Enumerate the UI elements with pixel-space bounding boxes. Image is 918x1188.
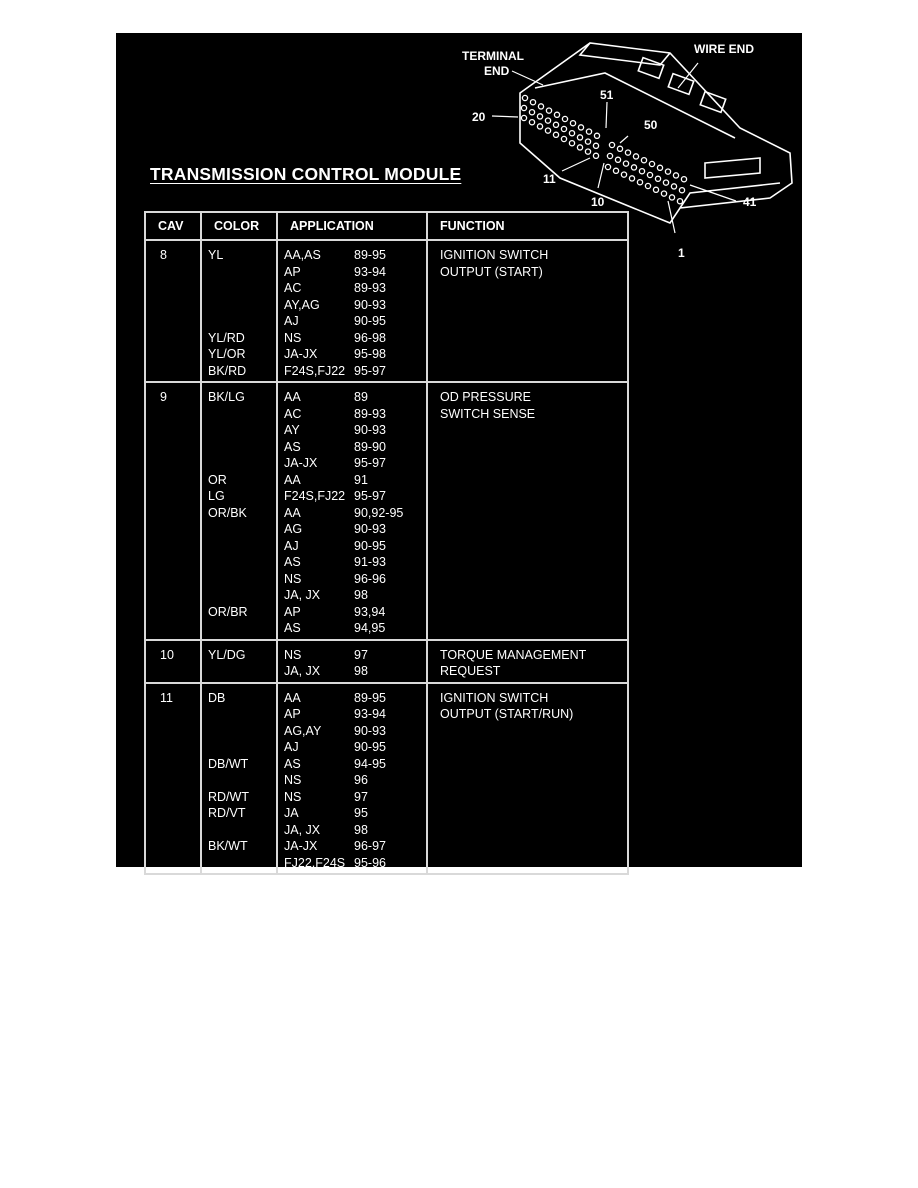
application-line: [284, 521, 426, 538]
application-line: [284, 280, 426, 297]
pin-hole: [623, 161, 628, 166]
application-model: AY,AG: [284, 297, 320, 312]
color-cell: [201, 382, 277, 640]
application-line: [284, 330, 426, 347]
wire-color: [208, 455, 276, 472]
application-years: 95-97: [354, 363, 386, 378]
wire-color: [208, 554, 276, 571]
pin-hole: [522, 95, 527, 100]
wire-color: [208, 571, 276, 588]
application-years: 90-95: [354, 314, 386, 328]
application-years: 91-93: [354, 555, 386, 569]
function-text: TORQUE MANAGEMENT: [440, 647, 587, 662]
application-model: AA: [284, 505, 301, 520]
application-years: 91: [354, 472, 368, 487]
application-line: [284, 838, 426, 855]
pin-hole: [669, 195, 674, 200]
application-model: AJ: [284, 740, 299, 754]
application-model: AG: [284, 522, 303, 536]
application-line: [284, 604, 426, 621]
application-model: FJ22,F24S: [284, 855, 346, 870]
pin-hole: [661, 191, 666, 196]
function-cell: [427, 640, 628, 683]
pin-hole: [529, 110, 534, 115]
application-years: 90-93: [354, 297, 386, 312]
application-line: [284, 690, 426, 707]
cav-cell: [145, 240, 201, 382]
application-line: [284, 313, 426, 330]
pin-hole: [639, 169, 644, 174]
application-model: JA-JX: [284, 456, 318, 470]
wire-color: YL/RD: [208, 330, 245, 345]
pin-hole: [641, 158, 646, 163]
application-line: [284, 739, 426, 756]
application-model: AC: [284, 406, 302, 421]
application-years: 89-90: [354, 439, 386, 454]
application-years: 90-93: [354, 522, 386, 536]
pin-hole: [561, 126, 566, 131]
application-line: [284, 805, 426, 822]
pin-hole: [545, 118, 550, 123]
pin-hole: [617, 146, 622, 151]
pin-hole: [605, 164, 610, 169]
wire-color: [208, 280, 276, 297]
pin-hole: [537, 114, 542, 119]
wire-color: [208, 723, 276, 740]
application-years: 98: [354, 822, 368, 837]
application-years: 94-95: [354, 756, 386, 771]
pin-hole: [633, 154, 638, 159]
cav-cell: [145, 382, 201, 640]
pin-hole: [607, 153, 612, 158]
wire-end-label: WIRE END: [694, 42, 754, 56]
pin-hole: [545, 128, 550, 133]
color-cell: [201, 240, 277, 382]
wire-color: [208, 587, 276, 604]
cav-cell: [145, 640, 201, 683]
application-model: F24S,FJ22: [284, 489, 346, 503]
application-years: 96-97: [354, 839, 386, 853]
application-model: NS: [284, 330, 302, 345]
pin-hole: [655, 176, 660, 181]
pin-hole: [673, 173, 678, 178]
application-model: JA: [284, 806, 299, 820]
application-line: [284, 455, 426, 472]
application-line: [284, 346, 426, 363]
pin-hole: [677, 199, 682, 204]
application-line: [284, 439, 426, 456]
pin-hole: [578, 125, 583, 130]
wire-color: [208, 855, 276, 872]
wire-color: [208, 439, 276, 456]
application-line: [284, 247, 426, 264]
table-body: [145, 240, 628, 874]
wire-color: [208, 822, 276, 839]
pin-hole: [663, 180, 668, 185]
application-years: 95-97: [354, 489, 386, 503]
application-model: JA-JX: [284, 347, 318, 361]
application-model: AG,AY: [284, 723, 322, 738]
cav-number: 10: [160, 647, 174, 662]
wire-color: RD/VT: [208, 806, 246, 820]
header-application: APPLICATION: [277, 212, 427, 240]
application-model: NS: [284, 789, 302, 804]
application-cell: [277, 640, 427, 683]
application-line: [284, 647, 426, 664]
application-years: 90-93: [354, 723, 386, 738]
function-cell: [427, 240, 628, 382]
application-model: AS: [284, 621, 301, 635]
application-model: JA, JX: [284, 822, 321, 837]
wire-color: [208, 521, 276, 538]
application-years: 89-93: [354, 406, 386, 421]
application-model: AP: [284, 707, 301, 721]
color-cell: [201, 640, 277, 683]
wire-color: YL: [208, 248, 224, 262]
application-model: AS: [284, 439, 301, 454]
pin-hole: [594, 133, 599, 138]
application-years: 94,95: [354, 621, 386, 635]
table-header-row: [145, 212, 628, 240]
pin-hole: [577, 135, 582, 140]
wire-color: DB: [208, 690, 226, 705]
pin-hole: [546, 108, 551, 113]
application-line: [284, 756, 426, 773]
wire-color: YL/OR: [208, 347, 246, 361]
application-line: [284, 772, 426, 789]
application-years: 98: [354, 588, 368, 602]
pin-hole: [615, 157, 620, 162]
application-years: 89-95: [354, 690, 386, 705]
application-model: AA: [284, 390, 301, 404]
application-line: [284, 706, 426, 723]
table-row: [145, 382, 628, 640]
wire-color: [208, 264, 276, 281]
header-color: COLOR: [201, 212, 277, 240]
function-text: IGNITION SWITCH: [440, 690, 549, 705]
application-years: 97: [354, 647, 368, 662]
pin-label-50: 50: [644, 118, 658, 132]
application-model: AP: [284, 604, 301, 619]
wire-color: OR: [208, 472, 227, 487]
pin-label-10: 10: [591, 195, 605, 209]
pin-hole: [665, 169, 670, 174]
pin-hole: [553, 132, 558, 137]
application-model: NS: [284, 647, 302, 662]
application-line: [284, 620, 426, 637]
connector-pins: [521, 95, 686, 203]
pin-hole: [586, 129, 591, 134]
wire-color: RD/WT: [208, 789, 249, 804]
pin-hole: [671, 184, 676, 189]
pin-hole: [649, 161, 654, 166]
application-model: NS: [284, 571, 302, 586]
pin-hole: [569, 141, 574, 146]
application-years: 90-95: [354, 740, 386, 754]
application-model: JA-JX: [284, 839, 318, 853]
application-line: [284, 538, 426, 555]
application-line: [284, 264, 426, 281]
application-years: 96-96: [354, 571, 386, 586]
application-years: 95-96: [354, 855, 386, 870]
application-years: 96-98: [354, 330, 386, 345]
pin-hole: [585, 139, 590, 144]
pin-hole: [537, 124, 542, 129]
cav-number: 11: [160, 690, 173, 705]
application-line: [284, 406, 426, 423]
pin-hole: [613, 168, 618, 173]
wire-color: [208, 422, 276, 439]
application-years: 98: [354, 664, 368, 678]
application-model: JA, JX: [284, 664, 321, 678]
function-text: SWITCH SENSE: [440, 406, 536, 421]
wire-color: LG: [208, 489, 225, 503]
application-model: JA, JX: [284, 588, 321, 602]
terminal-end-label-line1: TERMINAL: [462, 49, 524, 63]
application-years: 89-93: [354, 281, 386, 295]
application-model: AA,AS: [284, 248, 321, 262]
pin-hole: [554, 112, 559, 117]
function-cell: [427, 382, 628, 640]
application-line: [284, 297, 426, 314]
header-function: FUNCTION: [427, 212, 628, 240]
pin-hole: [647, 172, 652, 177]
pin-hole: [629, 176, 634, 181]
wire-color: [208, 663, 276, 680]
application-model: F24S,FJ22: [284, 363, 346, 378]
application-years: 90-95: [354, 538, 386, 553]
application-years: 93-94: [354, 264, 386, 279]
application-line: [284, 472, 426, 489]
application-line: [284, 571, 426, 588]
application-line: [284, 587, 426, 604]
pin-label-51: 51: [600, 88, 614, 102]
terminal-end-label-line2: END: [484, 64, 510, 78]
pin-hole: [521, 105, 526, 110]
wire-color: YL/DG: [208, 647, 246, 662]
wire-color: [208, 313, 276, 330]
application-model: AJ: [284, 314, 299, 328]
pin-hole: [625, 150, 630, 155]
wire-color: [208, 739, 276, 756]
application-cell: [277, 382, 427, 640]
pin-hole: [538, 104, 543, 109]
table-row: [145, 240, 628, 382]
pin-hole: [637, 180, 642, 185]
pin-hole: [530, 100, 535, 105]
wire-color: OR/BR: [208, 604, 248, 619]
application-line: [284, 855, 426, 872]
wire-color: [208, 772, 276, 789]
wire-color: BK/RD: [208, 363, 247, 378]
application-line: [284, 723, 426, 740]
function-cell: [427, 683, 628, 875]
function-text: IGNITION SWITCH: [440, 248, 549, 262]
application-years: 95-97: [354, 456, 386, 470]
function-text: OD PRESSURE: [440, 390, 531, 404]
pin-label-1: 1: [678, 246, 685, 260]
function-text: OUTPUT (START): [440, 264, 543, 279]
wire-color: [208, 297, 276, 314]
application-years: 97: [354, 789, 368, 804]
application-line: [284, 488, 426, 505]
pin-label-20: 20: [472, 110, 486, 124]
application-line: [284, 663, 426, 680]
application-years: 93-94: [354, 707, 386, 721]
pin-hole: [681, 177, 686, 182]
pin-label-11: 11: [543, 172, 556, 186]
pin-hole: [553, 122, 558, 127]
wire-color: [208, 706, 276, 723]
pin-hole: [521, 115, 526, 120]
application-years: 89: [354, 390, 368, 404]
pin-hole: [609, 142, 614, 147]
pin-hole: [585, 149, 590, 154]
cav-number: 8: [160, 248, 167, 262]
wire-color: [208, 406, 276, 423]
table-row: [145, 640, 628, 683]
pin-hole: [593, 143, 598, 148]
pin-hole: [577, 145, 582, 150]
pin-hole: [653, 187, 658, 192]
application-years: 96: [354, 773, 368, 787]
pinout-table: [144, 211, 629, 875]
pin-label-41: 41: [743, 195, 757, 209]
pin-hole: [562, 116, 567, 121]
pin-hole: [561, 136, 566, 141]
pin-hole: [529, 120, 534, 125]
pin-hole: [569, 131, 574, 136]
application-line: [284, 389, 426, 406]
application-line: [284, 822, 426, 839]
pin-hole: [621, 172, 626, 177]
cav-number: 9: [160, 390, 167, 404]
wire-color: DB/WT: [208, 756, 249, 771]
application-line: [284, 422, 426, 439]
cav-cell: [145, 683, 201, 875]
application-model: AC: [284, 281, 302, 295]
application-line: [284, 505, 426, 522]
application-model: AJ: [284, 538, 299, 553]
application-cell: [277, 240, 427, 382]
application-years: 90-93: [354, 423, 386, 437]
wire-color: OR/BK: [208, 505, 247, 520]
application-years: 95: [354, 806, 368, 820]
application-line: [284, 363, 426, 380]
application-cell: [277, 683, 427, 875]
application-model: AS: [284, 555, 301, 569]
pin-hole: [631, 165, 636, 170]
table-row: [145, 683, 628, 875]
application-model: AP: [284, 264, 301, 279]
header-cav: CAV: [145, 212, 201, 240]
wire-color: BK/WT: [208, 839, 248, 853]
color-cell: [201, 683, 277, 875]
application-years: 95-98: [354, 347, 386, 361]
application-model: AA: [284, 690, 301, 705]
pin-hole: [657, 165, 662, 170]
function-text: OUTPUT (START/RUN): [440, 707, 574, 721]
application-line: [284, 789, 426, 806]
application-model: AS: [284, 756, 301, 771]
leader-lines: [492, 63, 736, 233]
wire-color: [208, 620, 276, 637]
application-years: 93,94: [354, 604, 386, 619]
application-years: 90,92-95: [354, 505, 404, 520]
wire-color: BK/LG: [208, 390, 245, 404]
application-years: 89-95: [354, 248, 386, 262]
application-model: NS: [284, 773, 302, 787]
application-model: AY: [284, 423, 300, 437]
pin-hole: [593, 153, 598, 158]
application-line: [284, 554, 426, 571]
pin-hole: [570, 121, 575, 126]
application-model: AA: [284, 472, 301, 487]
function-text: REQUEST: [440, 664, 501, 678]
page-title: TRANSMISSION CONTROL MODULE: [150, 164, 462, 184]
pin-hole: [645, 183, 650, 188]
wire-color: [208, 538, 276, 555]
pin-hole: [679, 188, 684, 193]
